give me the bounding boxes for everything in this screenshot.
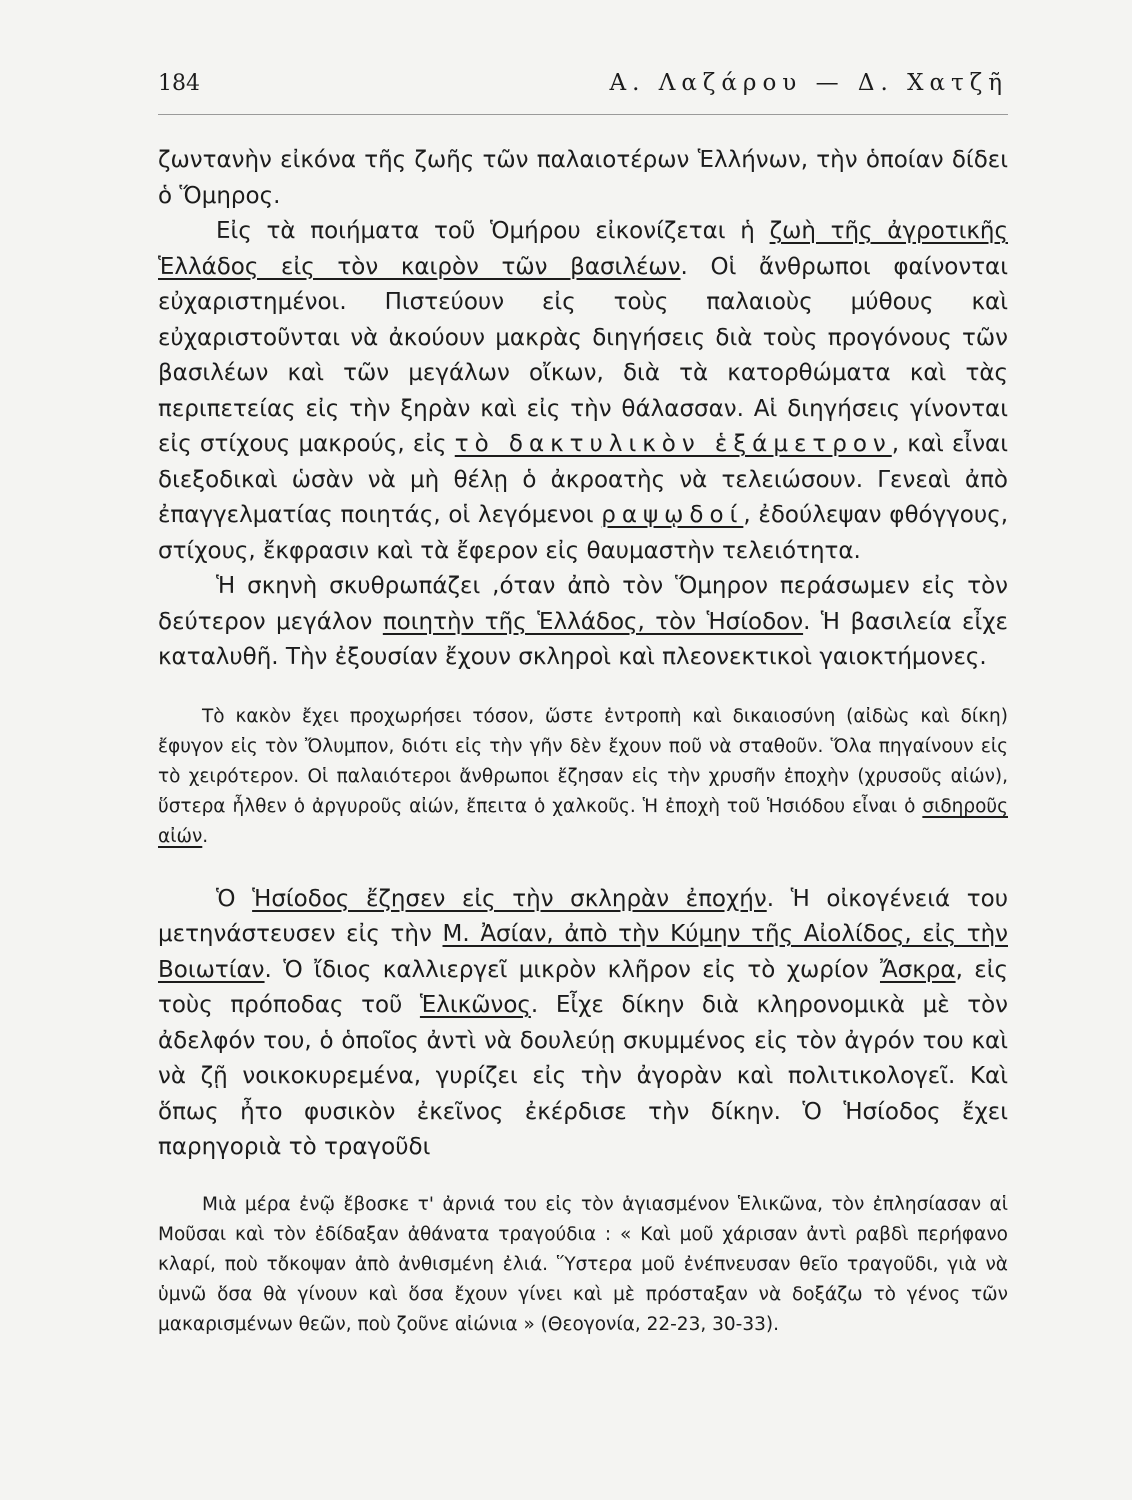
- underlined-phrase: ποιητὴν τῆς Ἑλλάδος, τὸν Ἡσίοδον: [382, 608, 804, 635]
- text-span: Ὁ: [216, 885, 253, 912]
- underlined-phrase: Ἑλικῶνος: [419, 992, 531, 1018]
- underlined-phrase: ζωὴ τῆς ἀγροτικῆς Ἑλλάδος εἰς τὸν καιρὸν τῶν βασιλέων: [158, 218, 1008, 280]
- quote-block-2: [158, 1190, 1008, 1340]
- running-head: [158, 70, 1008, 115]
- page-number: 184: [158, 71, 200, 96]
- text-span: . Ἡ βασιλεία εἶχε καταλυθῆ. Τὴν ἐξουσίαν ἔχουν σκληροὶ καὶ πλεονεκτικοὶ γαιοκτήμονες.: [158, 608, 1008, 670]
- text-span: , εἰς τοὺς πρόποδας τοῦ: [158, 956, 1009, 1018]
- underlined-phrase: ραψῳδοί: [601, 502, 744, 528]
- quote-paragraph: [158, 702, 1008, 852]
- text-span: Ἡ σκηνὴ σκυθρωπάζει ,όταν ἀπὸ τὸν Ὅμηρον περάσωμεν εἰς τὸν δεύτερον μεγάλον: [158, 573, 1008, 635]
- underlined-phrase: τὸ δακτυλικὸν ἑξάμετρον: [454, 431, 892, 457]
- text-span: , καὶ εἶναι διεξοδικαὶ ὡσὰν νὰ μὴ θέλῃ ὁ ἀκροατὴς νὰ τελειώσουν. Γενεαὶ ἀπὸ ἐπαγγελματίας ποιητάς, οἱ λεγόμενοι: [158, 431, 1008, 528]
- main-text: [158, 143, 1008, 676]
- paragraph-4: [158, 882, 1008, 1166]
- text-span: .: [202, 825, 209, 847]
- text-span: Τὸ κακὸν ἔχει προχωρήσει τόσον, ὥστε ἐντροπὴ καὶ δικαιοσύνη (αἰδὼς καὶ δίκη) ἔφυγον εἰς τὸν Ὄλυμπον, διότι εἰς τὴν γῆν δὲν ἔχουν ποῦ νὰ σταθοῦν. Ὅλα πηγαίνουν εἰς τὸ χειρότερον. Οἱ παλαιότεροι ἄνθρωποι ἔζησαν εἰς τὴν χρυσῆν ἐποχὴν (χρυσοῦς αἰών), ὕστερα ἦλθεν ὁ ἀργυροῦς αἰών, ἔπειτα ὁ χαλκοῦς. Ἡ ἐποχὴ τοῦ Ἡσιόδου εἶναι ὁ: [158, 705, 1008, 817]
- quote-paragraph: Μιὰ μέρα ἐνῷ ἔβοσκε τ' ἀρνιά του εἰς τὸν ἁγιασμένον Ἑλικῶνα, τὸν ἐπλησίασαν αἱ Μοῦσαι καὶ τὸν ἐδίδαξαν ἀθάνατα τραγούδια : « Καὶ μοῦ χάρισαν ἀντὶ ραβδὶ περήφανο κλαρί, ποὺ τὄκοψαν ἀπὸ ἀνθισμένη ἐλιά. Ὕστερα μοῦ ἐνέπνευσαν θεῖο τραγοῦδι, γιὰ νὰ ὑμνῶ ὅσα θὰ γίνουν καὶ ὅσα ἔχουν γίνει καὶ μὲ πρόσταξαν νὰ δοξάζω τὸ γένος τῶν μακαρισμένων θεῶν, ποὺ ζοῦνε αἰώνια » (Θεογονία, 22-23, 30-33).: [158, 1193, 1008, 1335]
- underlined-phrase: Μ. Ἀσίαν, ἀπὸ τὴν Κύμην τῆς Αἰολίδος, εἰς τὴν Βοιωτίαν: [158, 921, 1008, 983]
- text-span: . Εἶχε δίκην διὰ κληρονομικὰ μὲ τὸν ἀδελφόν του, ὁ ὁποῖος ἀντὶ νὰ δουλεύῃ σκυμμένος εἰς τὸν ἀγρόν του καὶ νὰ ζῇ νοικοκυρεμένα, γυρίζει εἰς τὴν ἀγορὰν καὶ πολιτικολογεῖ. Καὶ ὅπως ἦτο φυσικὸν ἐκεῖνος ἐκέρδισε τὴν δίκην. Ὁ Ἡσίοδος ἔχει παρηγοριὰ τὸ τραγοῦδι: [158, 992, 1008, 1160]
- text-span: . Ὁ ἴδιος καλλιεργεῖ μικρὸν κλῆρον εἰς τὸ χωρίον: [264, 956, 880, 983]
- running-title: Α. Λαζάρου — Δ. Χατζῆ: [609, 70, 1008, 96]
- text-span: Εἰς τὰ ποιήματα τοῦ Ὁμήρου εἰκονίζεται ἡ: [216, 218, 770, 244]
- paragraph-1: ζωντανὴν εἰκόνα τῆς ζωῆς τῶν παλαιοτέρων Ἑλλήνων, τὴν ὁποίαν δίδει ὁ Ὅμηρος.: [158, 147, 1008, 209]
- quote-block-1: [158, 702, 1008, 852]
- text-span: . Οἱ ἄνθρωποι φαίνονται εὐχαριστημένοι. Πιστεύουν εἰς τοὺς παλαιοὺς μύθους καὶ εὐχαριστοῦνται νὰ ἀκούουν μακρὰς διηγήσεις διὰ τοὺς προγόνους τῶν βασιλέων καὶ τῶν μεγάλων οἴκων, διὰ τὰ κατορθώματα καὶ τὰς περιπετείας εἰς τὴν ξηρὰν καὶ εἰς τὴν θάλασσαν. Αἱ διηγήσεις γίνονται εἰς στίχους μακρούς, εἰς: [158, 253, 1008, 457]
- book-page: [158, 70, 1008, 1340]
- main-text-2: [158, 882, 1008, 1166]
- text-span: . Ἡ οἰκογένειά του μετηνάστευσεν εἰς τὴν: [158, 885, 1008, 947]
- underlined-phrase: Ἄσκρα: [879, 956, 956, 983]
- text-span: , ἐδούλεψαν φθόγγους, στίχους, ἔκφρασιν καὶ τὰ ἔφερον εἰς θαυμαστὴν τελειότητα.: [158, 502, 1008, 564]
- underlined-phrase: σιδηροῦς αἰών: [158, 795, 1008, 847]
- paragraph-2: [158, 214, 1008, 569]
- underlined-phrase: Ἡσίοδος ἔζησεν εἰς τὴν σκληρὰν ἐποχήν: [252, 885, 767, 912]
- paragraph-3: [158, 569, 1008, 676]
